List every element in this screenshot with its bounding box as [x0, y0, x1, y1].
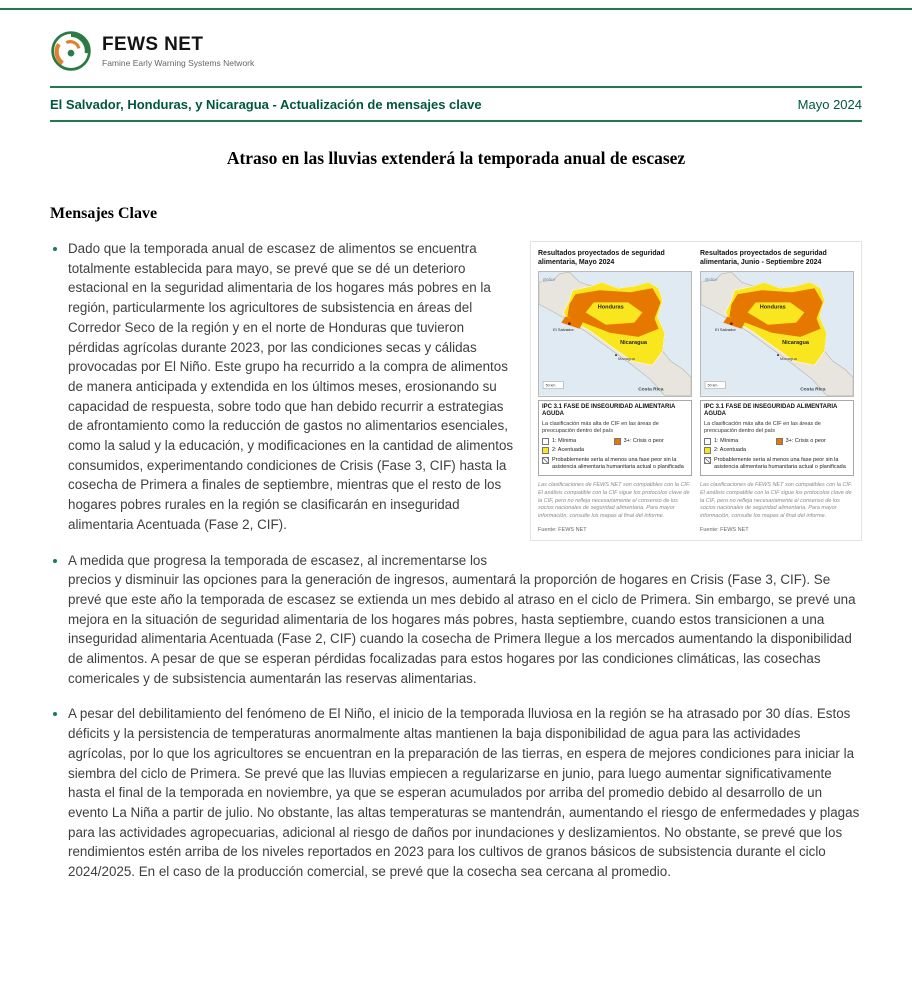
- top-divider: [0, 8, 912, 10]
- page-title: Atraso en las lluvias extenderá la temporada anual de escasez: [226, 148, 686, 168]
- map-label-costa-rica: Costa Rica: [800, 387, 826, 393]
- ipc-legend-title: IPC 3.1 FASE DE INSEGURIDAD ALIMENTARIA AGUDA: [542, 403, 676, 418]
- header-divider-bottom: [50, 120, 862, 122]
- ipc-phase-2-swatch-icon: [704, 447, 711, 454]
- central-america-map-graphic: [539, 272, 691, 396]
- map-panel-title: Resultados proyectados de seguridad alimentaria, Junio - Septiembre 2024: [700, 250, 827, 267]
- map-label-managua: Managua: [780, 356, 797, 362]
- legend-item-label: 2: Acentuada: [714, 447, 747, 454]
- ipc-phase-1-swatch-icon: [704, 438, 711, 445]
- legend-item-label: 1: Mínima: [714, 438, 739, 445]
- map-frame: [538, 271, 692, 397]
- fewsnet-logo-text: [102, 34, 254, 68]
- ipc-legend: [538, 400, 692, 477]
- map-label-honduras: Honduras: [597, 304, 624, 311]
- fewsnet-globe-icon: [50, 30, 92, 72]
- brand-name: FEWS NET: [102, 34, 204, 55]
- ipc-legend: [700, 400, 854, 477]
- ipc-phase-1-swatch-icon: [542, 438, 549, 445]
- map-label-belize: Belice: [705, 277, 718, 283]
- ipc-phase-2-swatch-icon: [542, 447, 549, 454]
- report-header-bar: [50, 88, 862, 120]
- legend-note-text: Probablemente sería al menos una fase peor sin la asistencia alimentaria humanitaria actual o planificada: [552, 456, 684, 471]
- section-heading: Mensajes Clave: [50, 205, 158, 222]
- food-security-maps-figure: [530, 241, 862, 541]
- key-message-bullet: • A pesar del debilitamiento del fenómeno de El Niño, el inicio de la temporada lluviosa en la región se ha atrasado por 30 días. Estos déficits y la persistencia de temperaturas anormalmente altas mantienen la baja disponibilidad de agua para las actividades agrícolas, por lo que los agricultores se encuentran en la preparación de las tierras, en espera de mejores condiciones para iniciar la siembra del ciclo de Primera. Se prevé que las lluvias empiecen a regularizarse en junio, para luego aumentar significativamente hasta el final de la temporada en noviembre, ya que se esperan acumulados por arriba del promedio debido al desarrollo de un evento La Niña a partir de julio. No obstante, las altas temperaturas se mantendrán, aumentando el riesgo de enfermedades y plagas para las actividades agropecuarias, adicional al riesgo de daños por inundaciones y deslizamientos. No obstante, se prevé que los rendimientos estén arriba de los niveles reportados en 2023 para los cultivos de granos básicos de subsistencia durante el ciclo 2024/2025. En el caso de la producción comercial, se prevé que la cosecha sea cercana al promedio.: [68, 704, 862, 881]
- map-label-el-salvador: El Salvador: [715, 326, 736, 332]
- ipc-legend-subtitle: La clasificación más alta de CIF en las áreas de preocupación dentro del país: [542, 420, 659, 434]
- ipc-phase-3-swatch-icon: [614, 438, 621, 445]
- map-panel-june-september-2024: [700, 249, 854, 533]
- map-disclaimer: Las clasificaciones de FEWS NET son compatibles con la CIF. El análisis compatible con la CIF sigue los protocolos clave de la CIF, pero no refleja necesariamente el consenso de los socios nacionales de seguridad alimentaria. Para mayor información, consulte los mapas al final del informe.: [538, 482, 691, 519]
- legend-assistance-note: [704, 457, 850, 471]
- map-scale-label: 50 km: [545, 383, 556, 388]
- ipc-legend-subtitle: La clasificación más alta de CIF en las áreas de preocupación dentro del país: [704, 420, 821, 434]
- map-disclaimer: Las clasificaciones de FEWS NET son compatibles con la CIF. El análisis compatible con la CIF sigue los protocolos clave de la CIF, pero no refleja necesariamente el consenso de los socios nacionales de seguridad alimentaria. Para mayor información, consulte los mapas al final del informe.: [700, 482, 853, 519]
- key-message-bullet: • Dado que la temporada anual de escasez de alimentos se encuentra totalmente establecida para mayo, se prevé que se dé un deterioro estacional en la seguridad alimentaria de los hogares más pobres en la región, particularmente los agricultores de subsistencia en áreas del Corredor Seco de la región y en el norte de Honduras que tuvieron pérdidas agrícolas durante 2023, por las condiciones secas y cálidas provocadas por El Niño. Este grupo ha recurrido a la compra de alimentos de manera anticipada y extendida en los últimos meses, erosionando su capacidad de respuesta, sobre todo que han debido recurrir a estrategias de afrontamiento como la reducción de gastos no alimentarios esenciales, como la salud y la educación, y modificaciones en la cantidad de alimentos consumidos, experimentando condiciones de Crisis (Fase 3, CIF) hasta la cosecha de Primera a finales de septiembre, mientras que el resto de los hogares pobres rurales en la región se clasificarán en inseguridad alimentaria Acentuada (Fase 2, CIF).: [68, 239, 862, 535]
- legend-assistance-note: [542, 457, 688, 471]
- map-frame: [700, 271, 854, 397]
- legend-item-stressed: [704, 447, 772, 454]
- legend-item-stressed: [542, 447, 610, 454]
- fewsnet-logo: [50, 30, 862, 72]
- key-messages-section: [50, 239, 862, 882]
- map-label-nicaragua: Nicaragua: [782, 339, 809, 346]
- map-label-belize: Belice: [543, 277, 556, 283]
- legend-item-label: 1: Mínima: [552, 438, 577, 445]
- map-panel-may-2024: [538, 249, 692, 533]
- map-source: Fuente: FEWS NET: [538, 526, 587, 533]
- legend-item-label: 2: Acentuada: [552, 447, 585, 454]
- map-scale-label: 50 km: [707, 383, 718, 388]
- legend-item-minimal: [542, 438, 610, 445]
- map-label-honduras: Honduras: [759, 304, 786, 311]
- map-label-nicaragua: Nicaragua: [620, 339, 647, 346]
- legend-item-minimal: [704, 438, 772, 445]
- legend-item-label: 3+: Crisis o peor: [623, 438, 664, 445]
- report-page: [0, 30, 912, 882]
- map-source: Fuente: FEWS NET: [700, 526, 749, 533]
- report-title-region: El Salvador, Honduras, y Nicaragua - Actualización de mensajes clave: [50, 97, 482, 112]
- legend-item-crisis: [614, 438, 688, 445]
- ipc-assistance-hatch-swatch-icon: [704, 457, 711, 464]
- legend-item-crisis: [776, 438, 850, 445]
- legend-item-label: 3+: Crisis o peor: [785, 438, 826, 445]
- map-label-el-salvador: El Salvador: [553, 326, 574, 332]
- brand-tagline: Famine Early Warning Systems Network: [102, 58, 255, 68]
- ipc-phase-3-swatch-icon: [776, 438, 783, 445]
- map-label-costa-rica: Costa Rica: [638, 387, 664, 393]
- ipc-legend-title: IPC 3.1 FASE DE INSEGURIDAD ALIMENTARIA AGUDA: [704, 403, 838, 418]
- map-panel-title: Resultados proyectados de seguridad alimentaria, Mayo 2024: [538, 250, 665, 267]
- key-message-bullet: • A medida que progresa la temporada de escasez, al incrementarse los precios y disminuir las opciones para la generación de ingresos, aumentará la proporción de hogares en Crisis (Fase 3, CIF). Se prevé que este año la temporada de escasez se extienda un mes debido al atraso en el ciclo de Primera. Sin embargo, se prevé una mejora en la situación de seguridad alimentaria de los hogares más pobres, hasta septiembre, cuando estos transicionen a una inseguridad alimentaria Acentuada (Fase 2, CIF) cuando la cosecha de Primera llegue a los mercados aumentando la disponibilidad de alimentos. A pesar de que se esperan pérdidas focalizadas para estos hogares por las condiciones climáticas, las cosechas comericales y de subsistencia aumentarán las reservas alimentarias.: [68, 551, 862, 689]
- map-label-managua: Managua: [618, 356, 635, 362]
- ipc-assistance-hatch-swatch-icon: [542, 457, 549, 464]
- report-date: Mayo 2024: [797, 97, 862, 112]
- legend-note-text: Probablemente sería al menos una fase peor sin la asistencia alimentaria humanitaria actual o planificada: [714, 456, 846, 471]
- central-america-map-graphic: [701, 272, 853, 396]
